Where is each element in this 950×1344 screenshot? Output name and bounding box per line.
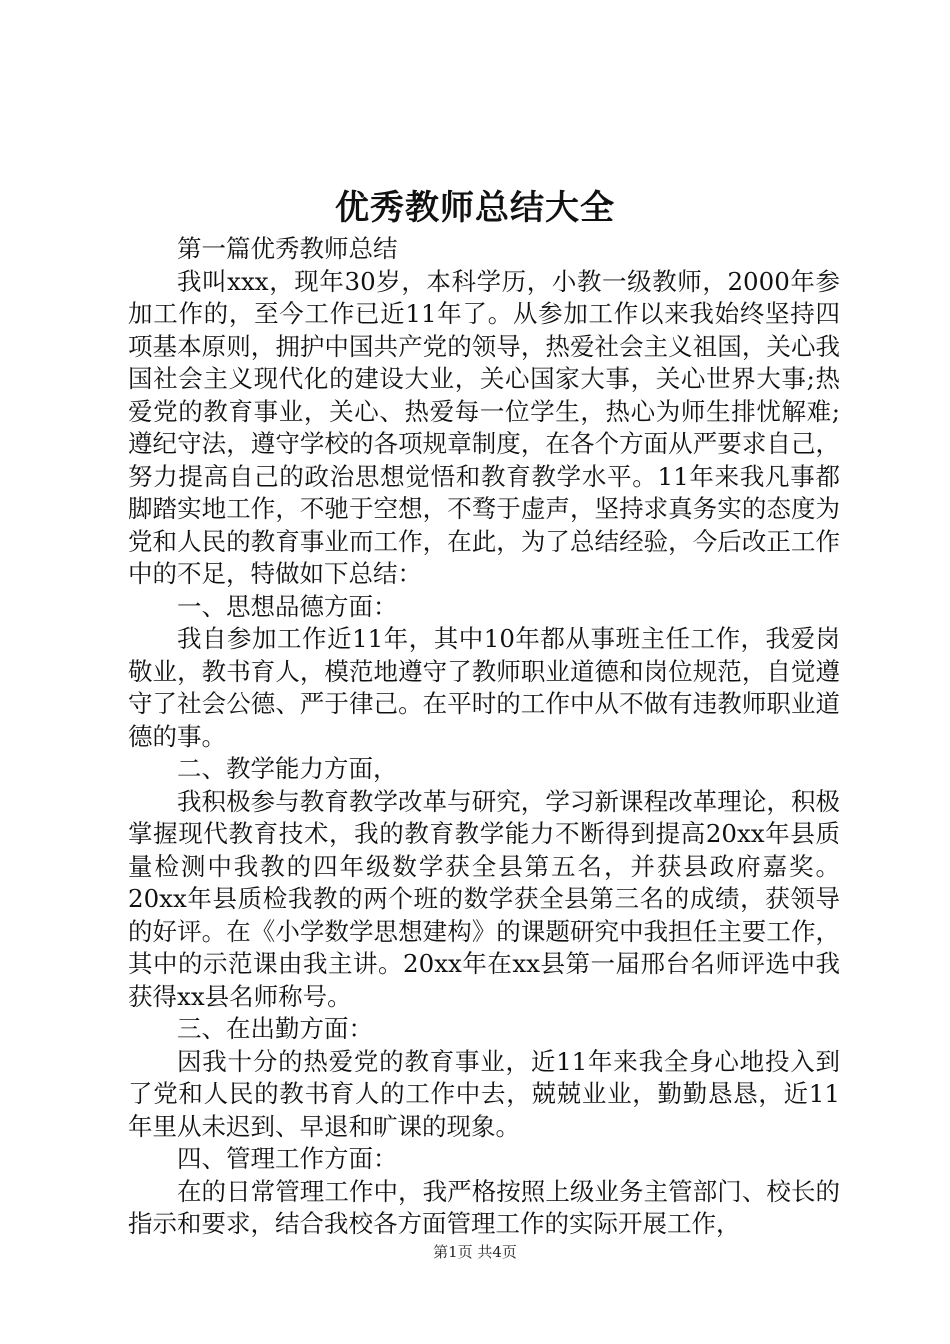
paragraph: 我叫xxx，现年30岁，本科学历，小教一级教师，2000年参加工作的，至今工作已近11年了。从参加工作以来我始终坚持四项基本原则，拥护中国共产党的领导，热爱社会主义祖国，关心我国社会主义现代化的建设大业，关心国家大事，关心世界大事;热爱党的教育事业，关心、热爱每一位学生，热心为师生排忧解难;遵纪守法，遵守学校的各项规章制度，在各个方面从严要求自己，努力提高自己的政治思想觉悟和教育教学水平。11年来我凡事都脚踏实地工作，不驰于空想，不骛于虚声，坚持求真务实的态度为党和人民的教育事业而工作，在此，为了总结经验，今后改正工作中的不足，特做如下总结： bbox=[128, 266, 840, 588]
paragraph: 我积极参与教育教学改革与研究，学习新课程改革理论，积极掌握现代教育技术，我的教育教学能力不断得到提高20xx年县质量检测中我教的四年级数学获全县第五名，并获县政府嘉奖。20xx年县质检我教的两个班的数学获全县第三名的成绩，获领导的好评。在《小学数学思想建构》的课题研究中我担任主要工作，其中的示范课由我主讲。20xx年在xx县第一届邢台名师评选中我获得xx县名师称号。 bbox=[128, 786, 840, 1011]
paragraph: 我自参加工作近11年，其中10年都从事班主任工作，我爱岗敬业，教书育人，模范地遵守了教师职业道德和岗位规范，自觉遵守了社会公德、严于律己。在平时的工作中从不做有违教师职业道德的事。 bbox=[128, 624, 840, 751]
section-heading: 三、在出勤方面： bbox=[177, 1014, 373, 1043]
document-title: 优秀教师总结大全 bbox=[335, 188, 615, 228]
section-heading: 一、思想品德方面： bbox=[177, 591, 398, 621]
section-heading: 四、管理工作方面： bbox=[177, 1144, 398, 1173]
document-body bbox=[128, 233, 840, 1241]
section-heading: 第一篇优秀教师总结 bbox=[177, 234, 398, 263]
paragraph: 在的日常管理工作中，我严格按照上级业务主管部门、校长的指示和要求，结合我校各方面管理工作的实际开展工作， bbox=[128, 1176, 840, 1238]
paragraph: 因我十分的热爱党的教育事业，近11年来我全身心地投入到了党和人民的教书育人的工作中去，兢兢业业，勤勤恳恳，近11年里从未迟到、早退和旷课的现象。 bbox=[128, 1046, 840, 1141]
section-heading: 二、教学能力方面， bbox=[177, 754, 398, 783]
page-number-footer: 第1页 共4页 bbox=[433, 1243, 517, 1261]
